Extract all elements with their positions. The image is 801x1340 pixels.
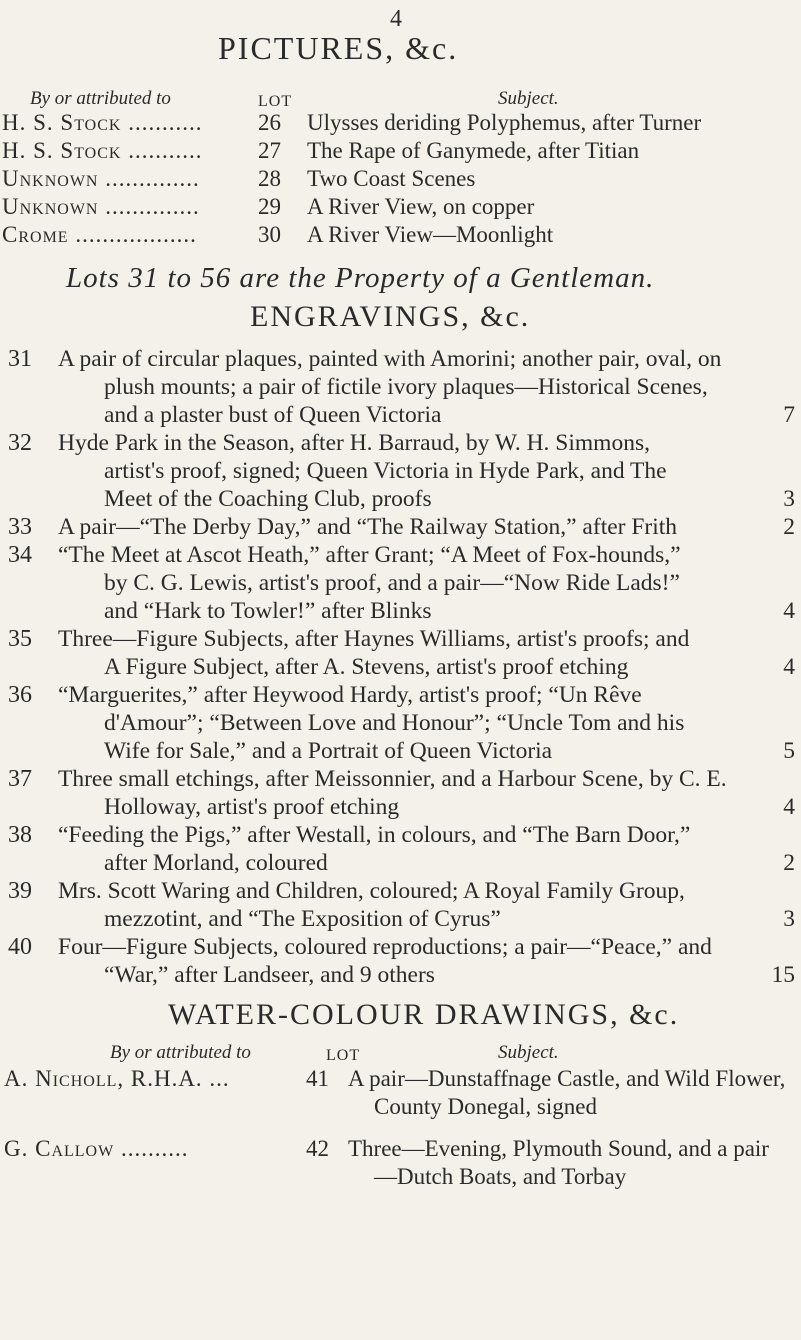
- entry-line: and a plaster bust of Queen Victoria 7: [104, 402, 795, 428]
- entry-line: and “Hark to Towler!” after Blinks 4: [104, 598, 795, 624]
- lot-number: 38: [8, 822, 32, 848]
- lot-number: 36: [8, 682, 32, 708]
- entry-line: Holloway, artist's proof etching 4: [104, 794, 795, 820]
- attribution: H. S. Stock ...........: [2, 138, 203, 163]
- subject: Ulysses deriding Polyphemus, after Turner: [307, 110, 702, 135]
- attribution: G. Callow ..........: [4, 1136, 189, 1161]
- entry-line: plush mounts; a pair of fictile ivory plaques—Historical Scenes,: [104, 374, 708, 400]
- lot-number: 40: [8, 934, 32, 960]
- entry-line: Hyde Park in the Season, after H. Barraud, by W. H. Simmons,: [58, 430, 650, 456]
- property-note: Lots 31 to 56 are the Property of a Gentleman.: [66, 262, 655, 294]
- entry-line: Three—Figure Subjects, after Haynes Williams, artist's proofs; and: [58, 626, 690, 652]
- subject: A pair—Dunstaffnage Castle, and Wild Flower,: [348, 1066, 786, 1091]
- lot-number: 41: [306, 1066, 329, 1091]
- entry-line: A Figure Subject, after A. Stevens, artist's proof etching 4: [104, 654, 795, 680]
- attribution: Crome ..................: [2, 222, 197, 247]
- entry-line: A pair of circular plaques, painted with Amorini; another pair, oval, on: [58, 346, 722, 372]
- header-attributed: By or attributed to: [30, 88, 171, 109]
- entry-line: “Feeding the Pigs,” after Westall, in colours, and “The Barn Door,”: [58, 822, 691, 848]
- attribution: H. S. Stock ...........: [2, 110, 203, 135]
- attribution: Unknown ..............: [2, 166, 200, 191]
- attribution: A. Nicholl, R.H.A. ...: [4, 1066, 230, 1091]
- lot-number: 27: [258, 138, 281, 163]
- subject: A River View—Moonlight: [307, 222, 554, 247]
- engravings-heading: ENGRAVINGS, &c.: [250, 300, 531, 333]
- lot-number: 26: [258, 110, 281, 135]
- entry-line: “Marguerites,” after Heywood Hardy, artist's proof; “Un Rêve: [58, 682, 642, 708]
- subject: A River View, on copper: [307, 194, 535, 219]
- entry-line: artist's proof, signed; Queen Victoria in Hyde Park, and The: [104, 458, 667, 484]
- entry-line: A pair—“The Derby Day,” and “The Railway Station,” after Frith 2: [58, 514, 795, 540]
- entry-line: mezzotint, and “The Exposition of Cyrus” 3: [104, 906, 795, 932]
- lot-number: 30: [258, 222, 281, 247]
- subject: Two Coast Scenes: [307, 166, 476, 191]
- header-subject: Subject.: [498, 88, 559, 109]
- entry-line: “The Meet at Ascot Heath,” after Grant; “A Meet of Fox-hounds,”: [58, 542, 681, 568]
- running-head: PICTURES, &c.: [218, 30, 459, 66]
- entry-line: Three small etchings, after Meissonnier, and a Harbour Scene, by C. E.: [58, 766, 727, 792]
- lot-number: 29: [258, 194, 281, 219]
- lot-number: 39: [8, 878, 32, 904]
- lot-number: 35: [8, 626, 32, 652]
- entry-line: after Morland, coloured 2: [104, 850, 795, 876]
- entry-line: Meet of the Coaching Club, proofs 3: [104, 486, 795, 512]
- entry-line: Four—Figure Subjects, coloured reproductions; a pair—“Peace,” and: [58, 934, 712, 960]
- header-lot: LOT: [326, 1047, 361, 1064]
- lot-number: 42: [306, 1136, 329, 1161]
- subject-continued: County Donegal, signed: [374, 1094, 597, 1119]
- subject: The Rape of Ganymede, after Titian: [307, 138, 640, 163]
- header-attributed: By or attributed to: [110, 1042, 251, 1063]
- attribution: Unknown ..............: [2, 194, 200, 219]
- lot-number: 33: [8, 514, 32, 540]
- entry-line: Mrs. Scott Waring and Children, coloured; A Royal Family Group,: [58, 878, 685, 904]
- watercolour-heading: WATER-COLOUR DRAWINGS, &c.: [168, 998, 680, 1031]
- entry-line: “War,” after Landseer, and 9 others 15: [104, 962, 795, 988]
- lot-number: 32: [8, 430, 32, 456]
- entry-line: Wife for Sale,” and a Portrait of Queen Victoria 5: [104, 738, 795, 764]
- entry-line: by C. G. Lewis, artist's proof, and a pair—“Now Ride Lads!”: [104, 570, 680, 596]
- lot-number: 28: [258, 166, 281, 191]
- subject: Three—Evening, Plymouth Sound, and a pair: [348, 1136, 769, 1161]
- subject-continued: —Dutch Boats, and Torbay: [374, 1164, 627, 1189]
- lot-number: 34: [8, 542, 32, 568]
- lot-number: 37: [8, 766, 32, 792]
- header-lot: LOT: [258, 93, 293, 110]
- page-number: 4: [390, 6, 402, 32]
- header-subject: Subject.: [498, 1042, 559, 1063]
- lot-number: 31: [8, 346, 32, 372]
- entry-line: d'Amour”; “Between Love and Honour”; “Uncle Tom and his: [104, 710, 685, 736]
